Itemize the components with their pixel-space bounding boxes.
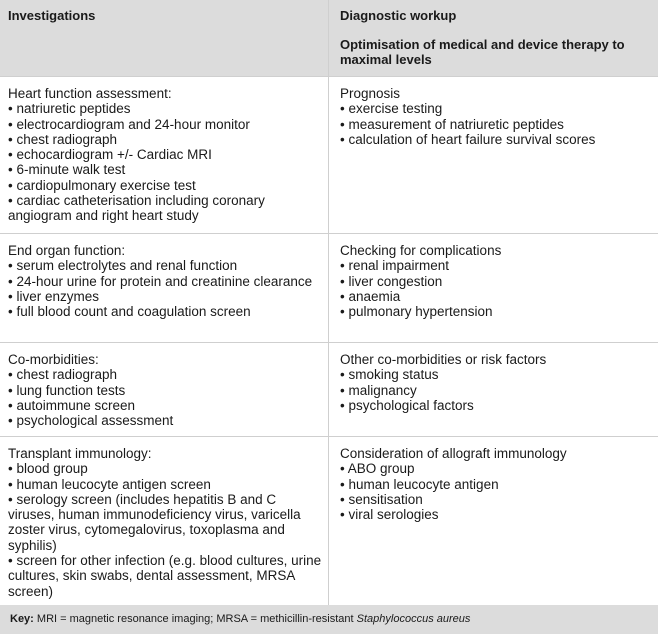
list-item: • chest radiograph xyxy=(8,131,118,147)
cell-title: Checking for complications xyxy=(340,243,502,258)
table-header xyxy=(0,0,658,76)
list-item: • liver enzymes xyxy=(8,288,99,304)
list-item: • measurement of natriuretic peptides xyxy=(340,116,564,132)
footer-key-text xyxy=(10,613,470,626)
cell-investigations xyxy=(8,352,324,428)
header-diagnostic-title: Diagnostic workup xyxy=(340,8,457,23)
list-item: • autoimmune screen xyxy=(8,397,136,413)
list-item: • full blood count and coagulation screen xyxy=(8,304,251,320)
list-item: • cardiac catheterisation including coronary angiogram and right heart study xyxy=(8,193,265,224)
table-row-end-organ xyxy=(0,233,658,342)
list-item: • serum electrolytes and renal function xyxy=(8,258,238,274)
table-footer-key xyxy=(0,605,658,634)
investigation-list xyxy=(8,461,324,599)
list-item: • 24-hour urine for protein and creatinine clearance xyxy=(8,273,313,289)
table-row-co-morbidities xyxy=(0,342,658,436)
list-item: • liver congestion xyxy=(340,273,443,289)
cell-investigations xyxy=(8,446,324,599)
list-item: • cardiopulmonary exercise test xyxy=(8,177,196,193)
list-item: • screen for other infection (e.g. blood cultures, urine cultures, skin swabs, dental assessment, MRSA screen) xyxy=(8,553,322,599)
list-item: • chest radiograph xyxy=(8,367,118,383)
list-item: • psychological assessment xyxy=(8,413,174,429)
cell-investigations xyxy=(8,86,324,224)
list-item: • sensitisation xyxy=(340,491,423,507)
list-item: • human leucocyte antigen screen xyxy=(8,476,211,492)
list-item: • 6-minute walk test xyxy=(8,162,126,178)
list-item: • lung function tests xyxy=(8,382,126,398)
investigation-list xyxy=(8,258,324,319)
list-item: • exercise testing xyxy=(340,101,443,117)
cell-title: Prognosis xyxy=(340,86,401,101)
header-investigations: Investigations xyxy=(8,8,96,23)
diagnostic-list xyxy=(340,367,652,413)
list-item: • echocardiogram +/- Cardiac MRI xyxy=(8,147,212,163)
diagnostic-list xyxy=(340,461,652,522)
list-item: • human leucocyte antigen xyxy=(340,476,499,492)
list-item: • serology screen (includes hepatitis B and C viruses, human immunodeficiency virus, varicella zoster virus, cytomegalovirus, toxoplasma and syphilis) xyxy=(8,491,301,553)
list-item: • psychological factors xyxy=(340,397,474,413)
key-label: Key: xyxy=(10,613,34,625)
cell-title: Other co-morbidities or risk factors xyxy=(340,352,547,367)
list-item: • smoking status xyxy=(340,367,439,383)
cell-diagnostic xyxy=(340,243,652,319)
list-item: • electrocardiogram and 24-hour monitor xyxy=(8,116,250,132)
cell-investigations xyxy=(8,243,324,319)
header-diagnostic-workup xyxy=(340,8,650,67)
key-italic-term: Staphylococcus aureus xyxy=(356,613,471,625)
list-item: • pulmonary hypertension xyxy=(340,304,493,320)
table-row-heart-function xyxy=(0,76,658,233)
cell-diagnostic xyxy=(340,352,652,413)
list-item: • renal impairment xyxy=(340,258,450,274)
list-item: • ABO group xyxy=(340,461,415,477)
investigation-list xyxy=(8,367,324,428)
list-item: • natriuretic peptides xyxy=(8,101,131,117)
list-item: • calculation of heart failure survival scores xyxy=(340,131,596,147)
cell-title: End organ function: xyxy=(8,243,126,258)
cell-title: Transplant immunology: xyxy=(8,446,152,461)
list-item: • viral serologies xyxy=(340,507,439,523)
investigation-list xyxy=(8,101,324,223)
key-definitions: MRI = magnetic resonance imaging; MRSA = methicillin-resistant xyxy=(36,613,354,625)
diagnostic-list xyxy=(340,258,652,319)
cell-title: Heart function assessment: xyxy=(8,86,172,101)
list-item: • malignancy xyxy=(340,382,417,398)
list-item: • blood group xyxy=(8,461,88,477)
diagnostic-list xyxy=(340,101,652,147)
cell-diagnostic xyxy=(340,446,652,522)
list-item: • anaemia xyxy=(340,288,401,304)
cell-diagnostic xyxy=(340,86,652,147)
header-diagnostic-subtitle: Optimisation of medical and device therapy to maximal levels xyxy=(340,37,625,67)
cell-title: Consideration of allograft immunology xyxy=(340,446,567,461)
table-row-transplant-immunology xyxy=(0,436,658,605)
cell-title: Co-morbidities: xyxy=(8,352,99,367)
